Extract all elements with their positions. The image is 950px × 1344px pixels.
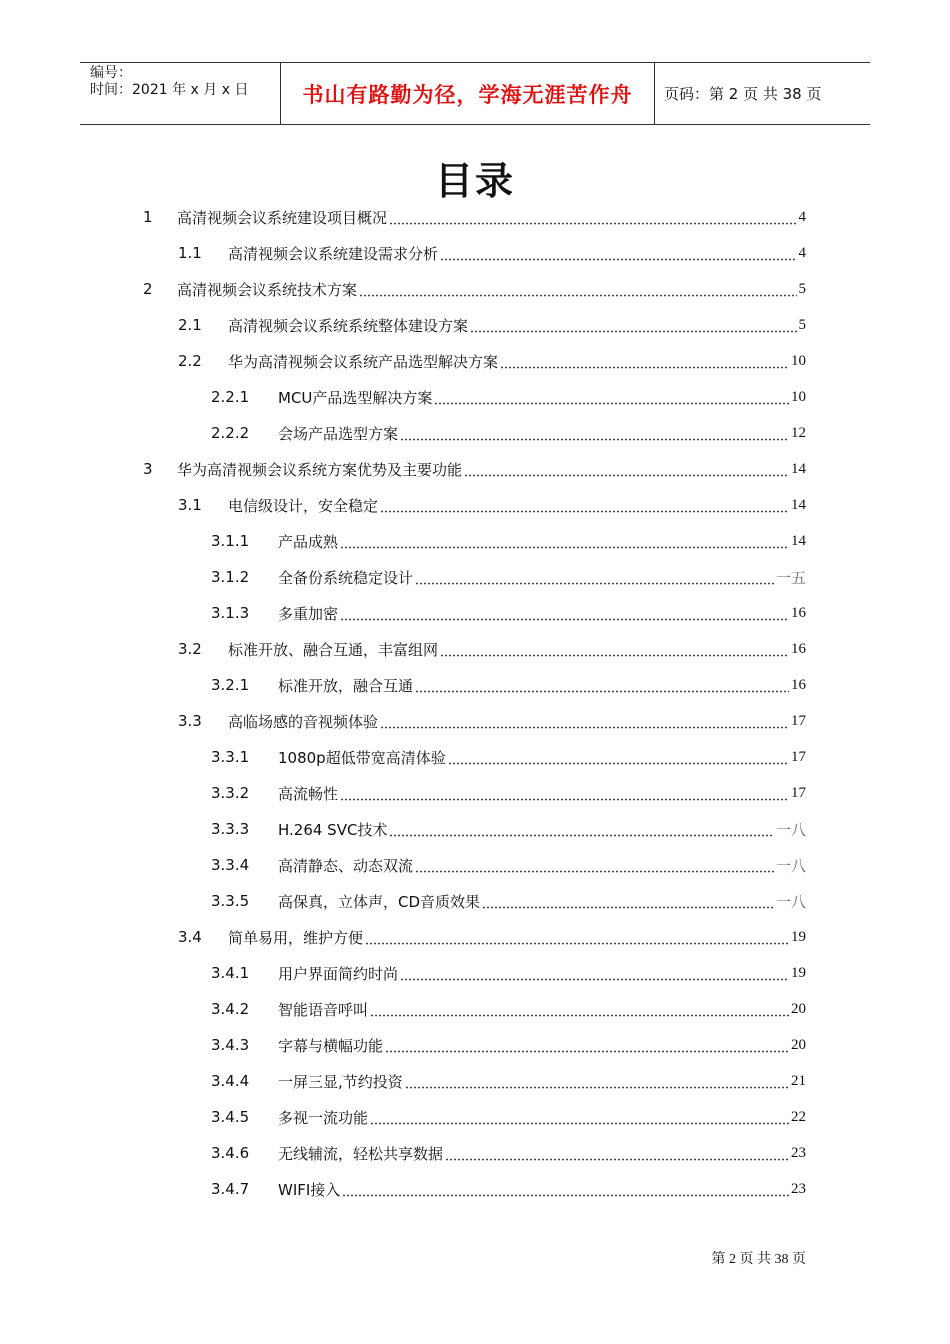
toc-entry-page: 23 (791, 1144, 806, 1161)
page-header (80, 62, 870, 125)
toc-entry-page: 一五 (775, 570, 806, 587)
toc-entry-label: 多视一流功能 (278, 1108, 369, 1127)
toc-entry[interactable] (178, 922, 806, 952)
toc-entry-page: 4 (798, 208, 806, 225)
toc-leader-dots (342, 1194, 789, 1197)
toc-leader-dots (445, 1158, 789, 1161)
toc-entry-page: 17 (791, 784, 806, 801)
toc-entry-label: 高清视频会议系统建设需求分析 (228, 244, 439, 263)
toc-entry-number: 1.1 (178, 244, 202, 262)
toc-entry-label: WIFI接入 (278, 1180, 341, 1199)
toc-entry-page: 一八 (775, 858, 806, 875)
toc-leader-dots (464, 474, 789, 477)
toc-entry-page: 16 (791, 604, 806, 621)
toc-entry-label: 字幕与横幅功能 (278, 1036, 384, 1055)
toc-entry-label: 华为高清视频会议系统产品选型解决方案 (228, 352, 499, 371)
toc-entry-label: 多重加密 (278, 604, 339, 623)
toc-leader-dots (405, 1086, 789, 1089)
toc-entry[interactable] (211, 1030, 806, 1060)
toc-entry-number: 3 (143, 460, 153, 478)
toc-entry-page: 17 (791, 712, 806, 729)
toc-leader-dots (340, 798, 789, 801)
toc-entry[interactable] (211, 814, 806, 844)
toc-entry-label: 高保真，立体声，CD音质效果 (278, 892, 481, 911)
toc-entry-page: 14 (791, 496, 806, 513)
toc-leader-dots (370, 1122, 789, 1125)
toc-entry[interactable] (211, 742, 806, 772)
toc-entry-number: 3.1.3 (211, 604, 250, 622)
toc-entry-number: 3.3 (178, 712, 202, 730)
toc-leader-dots (434, 402, 789, 405)
toc-leader-dots (340, 618, 789, 621)
toc-entry[interactable] (211, 994, 806, 1024)
document-number-label: 编号： (90, 65, 132, 81)
toc-entry-page: 21 (791, 1072, 806, 1089)
toc-entry-label: 高流畅性 (278, 784, 339, 803)
toc-entry[interactable] (143, 274, 806, 304)
toc-entry-number: 3.4.1 (211, 964, 250, 982)
header-motto: 书山有路勤为径，学海无涯苦作舟 (281, 63, 655, 124)
toc-entry[interactable] (211, 778, 806, 808)
toc-entry-number: 3.4 (178, 928, 202, 946)
toc-entry-label: 高清静态、动态双流 (278, 856, 414, 875)
toc-entry-page: 5 (798, 280, 806, 297)
toc-entry-label: 无线辅流，轻松共享数据 (278, 1144, 444, 1163)
toc-entry-number: 2.2.1 (211, 388, 250, 406)
toc-leader-dots (482, 906, 774, 909)
toc-entry-page: 一八 (775, 822, 806, 839)
toc-entry-number: 1 (143, 208, 153, 226)
page-footer: 第 2 页 共 38 页 (711, 1252, 806, 1267)
toc-entry-label: 高清视频会议系统建设项目概况 (177, 208, 388, 227)
toc-entry-number: 3.2 (178, 640, 202, 658)
toc-entry-number: 2.2 (178, 352, 202, 370)
toc-entry[interactable] (178, 706, 806, 736)
toc-entry-page: 16 (791, 676, 806, 693)
toc-entry-label: 1080p超低带宽高清体验 (278, 748, 446, 767)
toc-entry-number: 2.1 (178, 316, 202, 334)
toc-entry[interactable] (178, 238, 806, 268)
toc-entry-number: 3.4.6 (211, 1144, 250, 1162)
toc-entry-page: 20 (791, 1000, 806, 1017)
toc-leader-dots (400, 978, 789, 981)
toc-entry[interactable] (178, 490, 806, 520)
toc-entry[interactable] (211, 382, 806, 412)
toc-entry-page: 12 (791, 424, 806, 441)
toc-leader-dots (389, 834, 774, 837)
toc-entry-page: 5 (798, 316, 806, 333)
toc-leader-dots (415, 582, 774, 585)
toc-entry-label: 一屏三显,节约投资 (278, 1072, 403, 1091)
toc-leader-dots (340, 546, 789, 549)
toc-leader-dots (389, 222, 796, 225)
toc-entry-label: 华为高清视频会议系统方案优势及主要功能 (177, 460, 463, 479)
toc-entry[interactable] (211, 1138, 806, 1168)
toc-entry-number: 3.4.2 (211, 1000, 250, 1018)
toc-title: 目录 (434, 159, 515, 203)
toc-leader-dots (380, 510, 789, 513)
toc-leader-dots (440, 654, 789, 657)
toc-entry-number: 3.3.5 (211, 892, 250, 910)
toc-entry-page: 23 (791, 1180, 806, 1197)
toc-entry-number: 3.4.7 (211, 1180, 250, 1198)
header-meta (80, 63, 281, 124)
toc-entry-page: 19 (791, 964, 806, 981)
toc-leader-dots (400, 438, 789, 441)
toc-entry-page: 17 (791, 748, 806, 765)
toc-entry-page: 14 (791, 460, 806, 477)
toc-entry[interactable] (211, 958, 806, 988)
toc-leader-dots (415, 690, 789, 693)
toc-entry-number: 3.1.2 (211, 568, 250, 586)
toc-entry-label: MCU产品选型解决方案 (278, 388, 433, 407)
toc-leader-dots (359, 294, 796, 297)
toc-entry-label: 简单易用，维护方便 (228, 928, 364, 947)
toc-leader-dots (470, 330, 796, 333)
toc-entry-page: 10 (791, 352, 806, 369)
toc-entry-number: 3.1 (178, 496, 202, 514)
toc-entry-page: 16 (791, 640, 806, 657)
toc-entry-label: 标准开放，融合互通 (278, 676, 414, 695)
toc-entry-label: 高清视频会议系统系统整体建设方案 (228, 316, 469, 335)
toc-entry-label: H.264 SVC技术 (278, 820, 388, 839)
toc-entry[interactable] (211, 418, 806, 448)
toc-entry-label: 高清视频会议系统技术方案 (177, 280, 358, 299)
toc-entry[interactable] (211, 886, 806, 916)
toc-leader-dots (448, 762, 789, 765)
toc-leader-dots (370, 1014, 789, 1017)
toc-entry[interactable] (211, 670, 806, 700)
toc-entry-label: 产品成熟 (278, 532, 339, 551)
toc-entry-label: 用户界面简约时尚 (278, 964, 399, 983)
toc-entry[interactable] (211, 526, 806, 556)
toc-entry[interactable] (178, 634, 806, 664)
toc-entry-number: 3.4.3 (211, 1036, 250, 1054)
toc-leader-dots (415, 870, 774, 873)
toc-leader-dots (500, 366, 789, 369)
toc-entry-page: 10 (791, 388, 806, 405)
toc-entry-page: 19 (791, 928, 806, 945)
toc-entry[interactable] (211, 850, 806, 880)
toc-entry-number: 3.3.2 (211, 784, 250, 802)
toc-entry-number: 3.3.4 (211, 856, 250, 874)
toc-entry-page: 20 (791, 1036, 806, 1053)
toc-entry[interactable] (211, 1174, 806, 1204)
toc-entry-label: 电信级设计，安全稳定 (228, 496, 379, 515)
toc-leader-dots (380, 726, 789, 729)
toc-entry-number: 3.4.5 (211, 1108, 250, 1126)
toc-entry-number: 3.2.1 (211, 676, 250, 694)
toc-entry-label: 会场产品选型方案 (278, 424, 399, 443)
toc-entry[interactable] (143, 202, 806, 232)
toc-entry[interactable] (211, 1102, 806, 1132)
toc-entry-number: 3.3.3 (211, 820, 250, 838)
toc-entry[interactable] (178, 310, 806, 340)
toc-entry-page: 22 (791, 1108, 806, 1125)
toc-entry-page: 14 (791, 532, 806, 549)
toc-entry-number: 2.2.2 (211, 424, 250, 442)
document-time-label: 时间：2021 年 x 月 x 日 (90, 82, 249, 98)
toc-entry[interactable] (178, 346, 806, 376)
toc-entry-number: 2 (143, 280, 153, 298)
toc-entry-number: 3.1.1 (211, 532, 250, 550)
toc-leader-dots (365, 942, 789, 945)
toc-leader-dots (440, 258, 796, 261)
toc-entry-number: 3.3.1 (211, 748, 250, 766)
toc-entry-page: 4 (798, 244, 806, 261)
toc-entry[interactable] (143, 454, 806, 484)
header-page-info: 页码：第 2 页 共 38 页 (664, 85, 822, 103)
toc-entry-label: 高临场感的音视频体验 (228, 712, 379, 731)
toc-entry-label: 全备份系统稳定设计 (278, 568, 414, 587)
toc-entry-label: 标准开放、融合互通，丰富组网 (228, 640, 439, 659)
toc-entry[interactable] (211, 562, 806, 592)
toc-entry-label: 智能语音呼叫 (278, 1000, 369, 1019)
toc-entry[interactable] (211, 598, 806, 628)
toc-entry-page: 一八 (775, 894, 806, 911)
toc-entry-number: 3.4.4 (211, 1072, 250, 1090)
toc-entry[interactable] (211, 1066, 806, 1096)
toc-leader-dots (385, 1050, 789, 1053)
